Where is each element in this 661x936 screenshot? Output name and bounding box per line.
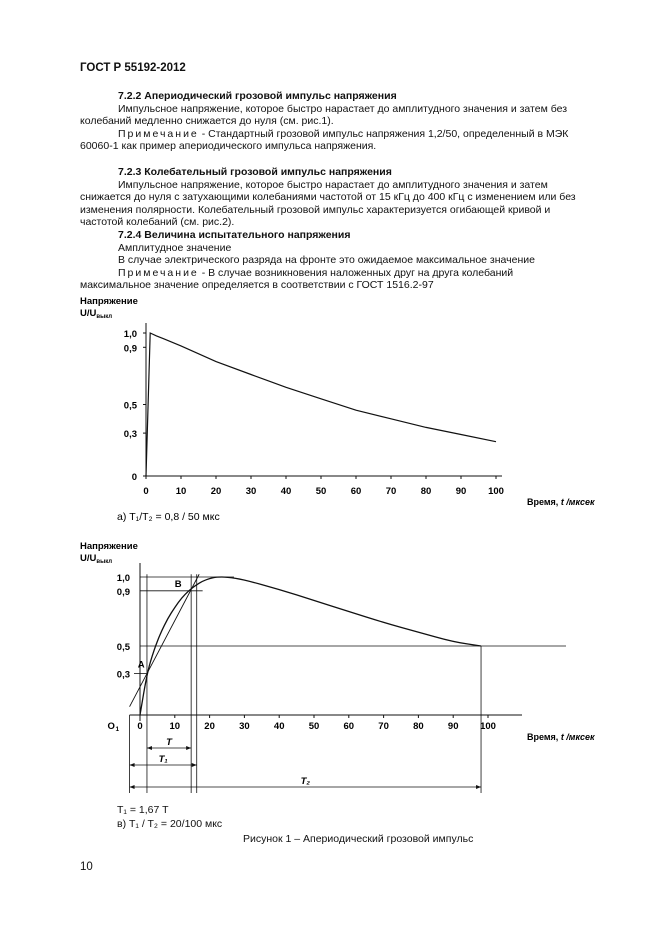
x-tick-label: 50 [308,721,320,732]
y-tick-label: 0,3 [116,669,130,681]
x-tick-label: 0 [137,721,143,732]
body-line: Импульсное напряжение, которое быстро нарастает до амплитудного значения и затем без [118,102,568,115]
note-line: максимальное значение определяется в соответствии с ГОСТ 1516.2-97 [80,279,434,292]
note-line: 60060-1 как пример апериодического импульса напряжения. [80,140,377,153]
caption-t1: T₁ = 1,67 T [117,804,169,816]
x-tick-label: 90 [447,721,459,732]
chart-a [0,290,661,530]
x-tick-label: 30 [239,721,250,732]
y-tick-label: 0,5 [116,642,130,653]
x-tick-label: 10 [169,721,181,732]
y-tick-label: 0,9 [123,343,137,355]
y-tick-label: 1,0 [123,329,137,340]
section-title: 7.2.4 Величина испытательного напряжения [118,228,351,241]
interval-t-label: T [166,737,172,748]
body-line: частотой колебаний (см. рис.2). [80,216,235,229]
body-line: колебаний медленно снижается до нуля (см. рис.1). [80,115,334,128]
y-tick-label: 1,0 [116,573,130,584]
y-tick-label: 0,3 [123,429,137,441]
y-tick-label: 0,9 [116,586,130,598]
section-title: 7.2.2 Апериодический грозовой импульс напряжения [118,90,397,102]
point-a-label: A [137,659,145,671]
origin-label: O [107,721,115,732]
figure-caption: Рисунок 1 – Апериодический грозовой импульс [243,833,474,845]
section-7-2-2 [80,90,613,153]
x-tick-label: 0 [143,486,149,497]
y-tick-label: 0,5 [123,400,137,412]
document-code: ГОСТ Р 55192-2012 [80,62,186,74]
interval-t2-label: T₂ [300,776,311,787]
body-line: Импульсное напряжение, которое быстро нарастает до амплитудного значения и затем [118,178,548,191]
body-line: В случае электрического разряда на фронте это ожидаемое максимальное значение [118,254,535,267]
x-tick-label: 60 [343,721,355,732]
x-tick-label: 70 [378,721,389,732]
section-title: 7.2.3 Колебательный грозовой импульс напряжения [118,166,392,178]
chart-b [0,535,661,805]
interval-t1-label: T₁ [158,754,168,765]
body-line: снижается до нуля с затухающими колебаниями частотой от 15 кГц до 400 кГц с изменением или без [80,191,576,204]
x-tick-label: 40 [273,721,285,732]
section-7-2-3 [80,166,613,292]
body-line: Амплитудное значение [118,241,232,254]
x-tick-label: 80 [420,486,432,497]
x-tick-label: 10 [175,486,187,497]
y-tick-label: 0 [131,472,137,483]
x-tick-label: 20 [210,486,222,497]
x-tick-label: 40 [280,486,292,497]
page-number: 10 [80,861,93,873]
body-line: изменения полярности. Колебательный грозовой импульс характеризуется огибающей кривой и [80,203,551,216]
x-axis-label: Время, t /мксек [527,732,595,742]
x-tick-label: 30 [245,486,257,497]
series-line [146,333,496,476]
chart-caption: а) T₁/T₂ = 0,8 / 50 мкс [117,511,220,523]
x-tick-label: 80 [413,721,424,732]
note-text: - В случае возникновения наложенных друг на друга колебаний [198,266,514,279]
x-tick-label: 100 [488,486,504,497]
y-axis-label: Напряжение [80,296,138,307]
caption-b: в) T₁ / T₂ = 20/100 мкс [117,818,223,830]
note-line [80,267,613,280]
point-b-label: B [174,578,182,590]
note-word: Примечание [118,127,199,140]
y-axis-label-unit: $U/U_{выкл}$ [80,553,113,565]
x-tick-label: 20 [204,721,215,732]
origin-subscript: 1 [115,726,120,733]
x-tick-label: 70 [385,486,397,497]
note-text: - Стандартный грозовой импульс напряжения 1,2/50, определенный в МЭК [198,127,569,140]
x-axis-label: Время, t /мксек [527,497,595,507]
y-axis-label: Напряжение [80,541,138,552]
x-tick-label: 90 [455,486,467,497]
note-word: Примечание [118,266,199,279]
x-tick-label: 100 [480,721,496,732]
x-tick-label: 50 [315,486,327,497]
x-tick-label: 60 [350,486,362,497]
note-line [80,128,613,141]
y-axis-label-unit: $U/U_{выкл}$ [80,308,113,320]
